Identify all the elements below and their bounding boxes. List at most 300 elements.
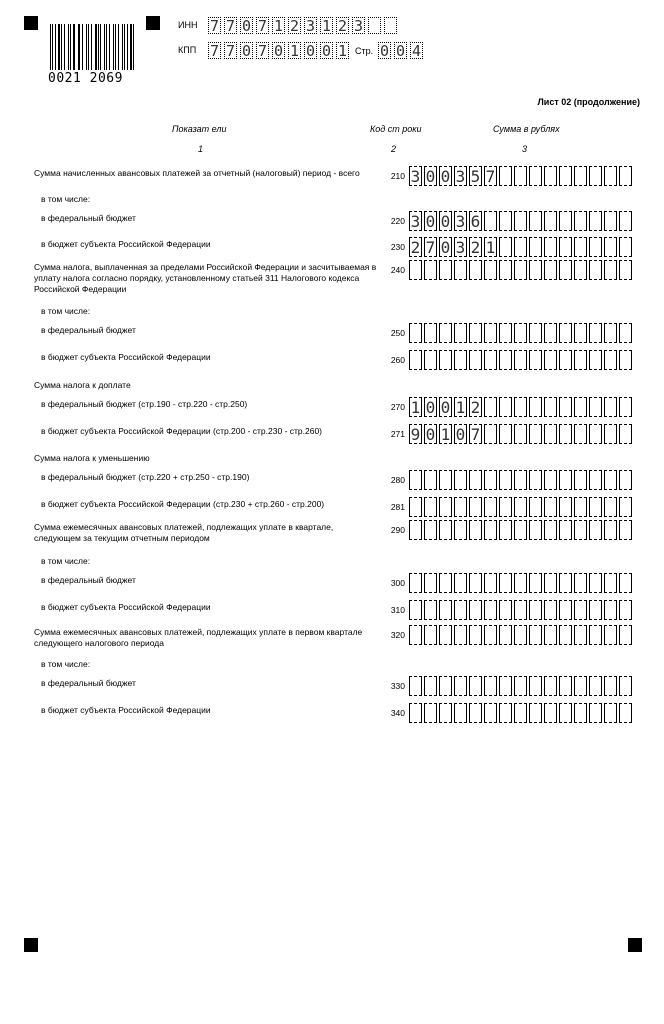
amount-digit-cell[interactable] xyxy=(604,166,617,186)
amount-digit-cell[interactable] xyxy=(424,470,437,490)
amount-field-271[interactable] xyxy=(409,424,634,444)
amount-digit-cell[interactable] xyxy=(619,424,632,444)
amount-digit-cell[interactable] xyxy=(529,397,542,417)
amount-digit-cell[interactable] xyxy=(604,520,617,540)
amount-field-270[interactable] xyxy=(409,397,634,417)
amount-digit-cell[interactable] xyxy=(529,520,542,540)
amount-digit-cell[interactable] xyxy=(454,470,467,490)
inn-cell[interactable]: 0 xyxy=(241,17,252,35)
amount-digit-cell[interactable] xyxy=(484,397,497,417)
amount-digit-cell[interactable] xyxy=(574,237,587,257)
amount-digit-cell[interactable] xyxy=(559,470,572,490)
amount-digit-cell[interactable] xyxy=(454,520,467,540)
amount-digit-cell[interactable] xyxy=(439,703,452,723)
amount-digit-cell[interactable] xyxy=(589,424,602,444)
inn-cell[interactable]: 7 xyxy=(209,17,220,35)
amount-digit-cell[interactable] xyxy=(559,260,572,280)
amount-digit-cell[interactable] xyxy=(574,166,587,186)
amount-digit-cell[interactable] xyxy=(424,323,437,343)
amount-digit-cell[interactable]: 2 xyxy=(470,238,481,257)
amount-digit-cell[interactable] xyxy=(409,703,422,723)
amount-field-250[interactable] xyxy=(409,323,634,343)
inn-cell[interactable]: 7 xyxy=(257,17,268,35)
inn-cell[interactable] xyxy=(368,17,381,34)
amount-digit-cell[interactable] xyxy=(529,166,542,186)
amount-digit-cell[interactable] xyxy=(619,573,632,593)
amount-digit-cell[interactable] xyxy=(484,625,497,645)
amount-digit-cell[interactable]: 6 xyxy=(470,212,481,231)
amount-digit-cell[interactable]: 0 xyxy=(425,212,436,231)
amount-digit-cell[interactable] xyxy=(469,497,482,517)
amount-digit-cell[interactable] xyxy=(499,323,512,343)
amount-digit-cell[interactable] xyxy=(589,520,602,540)
amount-digit-cell[interactable] xyxy=(529,323,542,343)
amount-digit-cell[interactable] xyxy=(604,323,617,343)
amount-digit-cell[interactable] xyxy=(544,600,557,620)
inn-cell[interactable]: 1 xyxy=(321,17,332,35)
amount-digit-cell[interactable] xyxy=(499,237,512,257)
kpp-cell[interactable]: 0 xyxy=(321,42,332,60)
amount-digit-cell[interactable]: 7 xyxy=(470,425,481,444)
amount-digit-cell[interactable] xyxy=(424,625,437,645)
amount-digit-cell[interactable] xyxy=(619,703,632,723)
amount-digit-cell[interactable] xyxy=(619,260,632,280)
amount-digit-cell[interactable] xyxy=(604,676,617,696)
amount-digit-cell[interactable]: 3 xyxy=(455,212,466,231)
amount-digit-cell[interactable] xyxy=(454,676,467,696)
amount-digit-cell[interactable] xyxy=(469,323,482,343)
amount-digit-cell[interactable] xyxy=(424,350,437,370)
amount-digit-cell[interactable] xyxy=(589,166,602,186)
amount-digit-cell[interactable] xyxy=(589,211,602,231)
barcode-bar xyxy=(104,24,105,70)
inn-cell[interactable] xyxy=(384,17,397,34)
amount-field-280[interactable] xyxy=(409,470,634,490)
amount-digit-cell[interactable] xyxy=(499,470,512,490)
row-label: в бюджет субъекта Российской Федерации xyxy=(41,352,211,362)
amount-digit-cell[interactable] xyxy=(514,625,527,645)
page-number-field[interactable] xyxy=(378,42,426,59)
amount-digit-cell[interactable] xyxy=(484,497,497,517)
amount-field-340[interactable] xyxy=(409,703,634,723)
amount-digit-cell[interactable] xyxy=(589,497,602,517)
amount-digit-cell[interactable]: 1 xyxy=(440,425,451,444)
amount-digit-cell[interactable] xyxy=(589,237,602,257)
amount-digit-cell[interactable] xyxy=(439,600,452,620)
amount-digit-cell[interactable] xyxy=(574,625,587,645)
amount-digit-cell[interactable] xyxy=(529,260,542,280)
kpp-cell[interactable]: 7 xyxy=(257,42,268,60)
amount-digit-cell[interactable] xyxy=(454,350,467,370)
amount-digit-cell[interactable] xyxy=(544,520,557,540)
kpp-cell[interactable]: 0 xyxy=(241,42,252,60)
amount-field-281[interactable] xyxy=(409,497,634,517)
amount-digit-cell[interactable] xyxy=(439,260,452,280)
amount-digit-cell[interactable] xyxy=(514,703,527,723)
inn-label: ИНН xyxy=(178,20,198,30)
amount-digit-cell[interactable] xyxy=(454,497,467,517)
amount-digit-cell[interactable] xyxy=(529,350,542,370)
barcode-bar xyxy=(61,24,62,70)
amount-digit-cell[interactable] xyxy=(589,600,602,620)
amount-field-230[interactable] xyxy=(409,237,634,257)
amount-digit-cell[interactable] xyxy=(499,166,512,186)
amount-digit-cell[interactable]: 1 xyxy=(455,398,466,417)
amount-digit-cell[interactable] xyxy=(604,497,617,517)
amount-field-300[interactable] xyxy=(409,573,634,593)
amount-digit-cell[interactable] xyxy=(424,260,437,280)
amount-digit-cell[interactable] xyxy=(469,703,482,723)
amount-digit-cell[interactable] xyxy=(559,497,572,517)
amount-digit-cell[interactable] xyxy=(559,166,572,186)
amount-digit-cell[interactable] xyxy=(589,625,602,645)
amount-digit-cell[interactable] xyxy=(589,350,602,370)
amount-digit-cell[interactable]: 7 xyxy=(485,167,496,186)
amount-digit-cell[interactable] xyxy=(409,470,422,490)
amount-digit-cell[interactable] xyxy=(574,397,587,417)
amount-digit-cell[interactable] xyxy=(604,573,617,593)
amount-digit-cell[interactable] xyxy=(574,260,587,280)
amount-digit-cell[interactable] xyxy=(619,397,632,417)
amount-digit-cell[interactable] xyxy=(529,237,542,257)
amount-digit-cell[interactable] xyxy=(514,520,527,540)
amount-digit-cell[interactable] xyxy=(424,497,437,517)
amount-digit-cell[interactable] xyxy=(544,497,557,517)
amount-digit-cell[interactable] xyxy=(559,573,572,593)
amount-digit-cell[interactable] xyxy=(574,470,587,490)
amount-digit-cell[interactable] xyxy=(439,573,452,593)
amount-digit-cell[interactable] xyxy=(484,424,497,444)
amount-digit-cell[interactable] xyxy=(559,323,572,343)
amount-digit-cell[interactable] xyxy=(409,676,422,696)
amount-digit-cell[interactable] xyxy=(619,470,632,490)
barcode-bar xyxy=(109,24,111,70)
amount-digit-cell[interactable] xyxy=(469,350,482,370)
amount-digit-cell[interactable] xyxy=(604,703,617,723)
kpp-cell[interactable]: 7 xyxy=(225,42,236,60)
amount-field-320[interactable] xyxy=(409,625,634,645)
amount-digit-cell[interactable] xyxy=(574,703,587,723)
amount-digit-cell[interactable] xyxy=(484,323,497,343)
amount-digit-cell[interactable] xyxy=(529,600,542,620)
amount-digit-cell[interactable] xyxy=(424,573,437,593)
page-cell[interactable]: 0 xyxy=(395,42,406,60)
amount-digit-cell[interactable]: 1 xyxy=(410,398,421,417)
amount-digit-cell[interactable] xyxy=(514,237,527,257)
amount-digit-cell[interactable] xyxy=(514,600,527,620)
amount-digit-cell[interactable] xyxy=(514,211,527,231)
amount-digit-cell[interactable] xyxy=(559,520,572,540)
amount-digit-cell[interactable] xyxy=(439,520,452,540)
amount-digit-cell[interactable] xyxy=(424,676,437,696)
amount-digit-cell[interactable] xyxy=(589,676,602,696)
amount-digit-cell[interactable]: 2 xyxy=(410,238,421,257)
amount-digit-cell[interactable] xyxy=(514,260,527,280)
amount-digit-cell[interactable] xyxy=(424,520,437,540)
kpp-cell[interactable]: 0 xyxy=(305,42,316,60)
amount-digit-cell[interactable]: 3 xyxy=(410,167,421,186)
amount-digit-cell[interactable] xyxy=(529,497,542,517)
amount-digit-cell[interactable] xyxy=(409,323,422,343)
amount-digit-cell[interactable] xyxy=(619,323,632,343)
amount-digit-cell[interactable] xyxy=(469,573,482,593)
amount-digit-cell[interactable] xyxy=(574,520,587,540)
kpp-cell[interactable]: 7 xyxy=(209,42,220,60)
amount-digit-cell[interactable] xyxy=(559,600,572,620)
amount-digit-cell[interactable] xyxy=(484,211,497,231)
amount-digit-cell[interactable]: 0 xyxy=(425,398,436,417)
amount-digit-cell[interactable] xyxy=(559,350,572,370)
amount-digit-cell[interactable]: 0 xyxy=(425,167,436,186)
amount-digit-cell[interactable] xyxy=(544,211,557,231)
amount-field-290[interactable] xyxy=(409,520,634,540)
barcode-bar xyxy=(52,24,53,70)
amount-digit-cell[interactable] xyxy=(544,237,557,257)
amount-digit-cell[interactable] xyxy=(589,260,602,280)
amount-digit-cell[interactable] xyxy=(454,260,467,280)
amount-digit-cell[interactable] xyxy=(589,397,602,417)
barcode-number: 0021 2069 xyxy=(48,71,123,86)
amount-digit-cell[interactable] xyxy=(484,600,497,620)
amount-digit-cell[interactable]: 0 xyxy=(425,425,436,444)
barcode-bar xyxy=(73,24,75,70)
amount-digit-cell[interactable] xyxy=(529,703,542,723)
amount-digit-cell[interactable] xyxy=(499,573,512,593)
amount-digit-cell[interactable] xyxy=(574,350,587,370)
amount-digit-cell[interactable] xyxy=(559,676,572,696)
amount-digit-cell[interactable] xyxy=(589,573,602,593)
amount-digit-cell[interactable] xyxy=(484,703,497,723)
amount-digit-cell[interactable] xyxy=(544,703,557,723)
inn-cell[interactable]: 3 xyxy=(305,17,316,35)
amount-digit-cell[interactable] xyxy=(424,703,437,723)
amount-digit-cell[interactable] xyxy=(454,600,467,620)
amount-digit-cell[interactable] xyxy=(604,397,617,417)
amount-digit-cell[interactable]: 3 xyxy=(455,238,466,257)
amount-digit-cell[interactable] xyxy=(439,497,452,517)
amount-digit-cell[interactable] xyxy=(604,470,617,490)
amount-digit-cell[interactable] xyxy=(619,350,632,370)
amount-digit-cell[interactable]: 5 xyxy=(470,167,481,186)
amount-digit-cell[interactable] xyxy=(574,211,587,231)
amount-digit-cell[interactable] xyxy=(439,323,452,343)
amount-digit-cell[interactable]: 3 xyxy=(410,212,421,231)
amount-digit-cell[interactable] xyxy=(514,424,527,444)
amount-digit-cell[interactable] xyxy=(484,470,497,490)
amount-digit-cell[interactable] xyxy=(499,350,512,370)
amount-digit-cell[interactable]: 0 xyxy=(455,425,466,444)
amount-digit-cell[interactable] xyxy=(529,470,542,490)
amount-digit-cell[interactable] xyxy=(604,350,617,370)
amount-digit-cell[interactable] xyxy=(544,166,557,186)
barcode-bar xyxy=(55,24,56,70)
amount-digit-cell[interactable] xyxy=(604,211,617,231)
amount-digit-cell[interactable] xyxy=(439,676,452,696)
inn-cell[interactable]: 1 xyxy=(273,17,284,35)
amount-digit-cell[interactable] xyxy=(409,573,422,593)
amount-digit-cell[interactable] xyxy=(499,703,512,723)
amount-digit-cell[interactable] xyxy=(604,424,617,444)
amount-digit-cell[interactable] xyxy=(469,260,482,280)
amount-digit-cell[interactable] xyxy=(604,600,617,620)
kpp-cell[interactable]: 0 xyxy=(273,42,284,60)
amount-digit-cell[interactable] xyxy=(409,600,422,620)
amount-digit-cell[interactable] xyxy=(514,676,527,696)
amount-digit-cell[interactable] xyxy=(544,573,557,593)
amount-digit-cell[interactable] xyxy=(484,350,497,370)
amount-digit-cell[interactable] xyxy=(559,703,572,723)
amount-digit-cell[interactable] xyxy=(529,424,542,444)
amount-digit-cell[interactable] xyxy=(619,676,632,696)
amount-digit-cell[interactable] xyxy=(439,350,452,370)
amount-digit-cell[interactable] xyxy=(559,625,572,645)
page-cell[interactable]: 4 xyxy=(411,42,422,60)
column-header-indicators: Показат ели xyxy=(172,124,227,134)
amount-digit-cell[interactable] xyxy=(589,703,602,723)
amount-digit-cell[interactable] xyxy=(424,600,437,620)
amount-digit-cell[interactable] xyxy=(499,600,512,620)
amount-digit-cell[interactable]: 3 xyxy=(455,167,466,186)
amount-digit-cell[interactable] xyxy=(544,676,557,696)
amount-digit-cell[interactable] xyxy=(499,520,512,540)
amount-digit-cell[interactable] xyxy=(514,323,527,343)
amount-digit-cell[interactable]: 0 xyxy=(440,167,451,186)
amount-digit-cell[interactable] xyxy=(409,497,422,517)
amount-digit-cell[interactable]: 1 xyxy=(485,238,496,257)
row-code: 340 xyxy=(390,708,405,718)
amount-digit-cell[interactable] xyxy=(514,166,527,186)
amount-digit-cell[interactable] xyxy=(544,397,557,417)
inn-cell[interactable]: 2 xyxy=(337,17,348,35)
amount-digit-cell[interactable]: 0 xyxy=(440,238,451,257)
row-label: в том числе: xyxy=(41,194,91,204)
amount-digit-cell[interactable] xyxy=(469,676,482,696)
amount-digit-cell[interactable] xyxy=(499,397,512,417)
amount-digit-cell[interactable] xyxy=(484,520,497,540)
barcode-bar xyxy=(118,24,119,70)
inn-cell[interactable]: 3 xyxy=(353,17,364,35)
kpp-field[interactable] xyxy=(208,42,352,59)
amount-digit-cell[interactable] xyxy=(529,676,542,696)
inn-cell[interactable]: 7 xyxy=(225,17,236,35)
amount-digit-cell[interactable] xyxy=(544,350,557,370)
amount-digit-cell[interactable] xyxy=(619,237,632,257)
amount-digit-cell[interactable] xyxy=(559,397,572,417)
amount-digit-cell[interactable]: 0 xyxy=(440,398,451,417)
amount-digit-cell[interactable] xyxy=(619,166,632,186)
amount-digit-cell[interactable] xyxy=(499,424,512,444)
amount-digit-cell[interactable] xyxy=(574,600,587,620)
amount-digit-cell[interactable] xyxy=(409,260,422,280)
amount-digit-cell[interactable] xyxy=(619,520,632,540)
amount-digit-cell[interactable]: 7 xyxy=(425,238,436,257)
amount-field-330[interactable] xyxy=(409,676,634,696)
amount-digit-cell[interactable] xyxy=(454,625,467,645)
amount-digit-cell[interactable] xyxy=(499,676,512,696)
kpp-cell[interactable]: 1 xyxy=(337,42,348,60)
amount-digit-cell[interactable] xyxy=(499,497,512,517)
amount-digit-cell[interactable] xyxy=(469,600,482,620)
amount-digit-cell[interactable] xyxy=(454,703,467,723)
amount-digit-cell[interactable] xyxy=(409,625,422,645)
amount-digit-cell[interactable] xyxy=(544,260,557,280)
amount-digit-cell[interactable] xyxy=(499,625,512,645)
amount-digit-cell[interactable] xyxy=(409,520,422,540)
amount-digit-cell[interactable]: 0 xyxy=(440,212,451,231)
amount-digit-cell[interactable] xyxy=(559,237,572,257)
amount-digit-cell[interactable] xyxy=(514,497,527,517)
amount-digit-cell[interactable] xyxy=(469,470,482,490)
amount-digit-cell[interactable] xyxy=(469,625,482,645)
amount-digit-cell[interactable] xyxy=(604,237,617,257)
corner-marker-top-middle xyxy=(146,16,160,30)
amount-digit-cell[interactable] xyxy=(544,470,557,490)
inn-cell[interactable]: 2 xyxy=(289,17,300,35)
amount-digit-cell[interactable] xyxy=(604,260,617,280)
amount-digit-cell[interactable] xyxy=(529,625,542,645)
row-label: в федеральный бюджет xyxy=(41,678,136,688)
amount-field-240[interactable] xyxy=(409,260,634,280)
amount-digit-cell[interactable] xyxy=(604,625,617,645)
amount-digit-cell[interactable] xyxy=(529,573,542,593)
amount-digit-cell[interactable] xyxy=(484,260,497,280)
amount-digit-cell[interactable] xyxy=(514,397,527,417)
sheet-title: Лист 02 (продолжение) xyxy=(537,97,640,107)
amount-digit-cell[interactable] xyxy=(439,470,452,490)
amount-digit-cell[interactable] xyxy=(619,211,632,231)
amount-digit-cell[interactable] xyxy=(574,424,587,444)
amount-digit-cell[interactable] xyxy=(574,323,587,343)
amount-field-260[interactable] xyxy=(409,350,634,370)
amount-digit-cell[interactable] xyxy=(469,520,482,540)
amount-digit-cell[interactable] xyxy=(559,211,572,231)
amount-digit-cell[interactable] xyxy=(514,350,527,370)
amount-digit-cell[interactable]: 9 xyxy=(410,425,421,444)
amount-digit-cell[interactable] xyxy=(619,600,632,620)
amount-digit-cell[interactable] xyxy=(574,497,587,517)
amount-digit-cell[interactable] xyxy=(439,625,452,645)
amount-digit-cell[interactable] xyxy=(514,573,527,593)
amount-digit-cell[interactable] xyxy=(454,323,467,343)
row-code: 281 xyxy=(390,502,405,512)
amount-digit-cell[interactable] xyxy=(574,573,587,593)
amount-digit-cell[interactable]: 2 xyxy=(470,398,481,417)
amount-digit-cell[interactable] xyxy=(409,350,422,370)
amount-digit-cell[interactable] xyxy=(619,497,632,517)
amount-digit-cell[interactable] xyxy=(589,323,602,343)
page-cell[interactable]: 0 xyxy=(379,42,390,60)
amount-field-220[interactable] xyxy=(409,211,634,231)
amount-digit-cell[interactable] xyxy=(484,573,497,593)
amount-field-210[interactable] xyxy=(409,166,634,186)
inn-field[interactable] xyxy=(208,17,400,34)
amount-digit-cell[interactable] xyxy=(499,211,512,231)
kpp-cell[interactable]: 1 xyxy=(289,42,300,60)
amount-digit-cell[interactable] xyxy=(499,260,512,280)
amount-field-310[interactable] xyxy=(409,600,634,620)
amount-digit-cell[interactable] xyxy=(589,470,602,490)
amount-digit-cell[interactable] xyxy=(544,625,557,645)
amount-digit-cell[interactable] xyxy=(484,676,497,696)
amount-digit-cell[interactable] xyxy=(544,424,557,444)
amount-digit-cell[interactable] xyxy=(514,470,527,490)
amount-digit-cell[interactable] xyxy=(544,323,557,343)
amount-digit-cell[interactable] xyxy=(559,424,572,444)
amount-digit-cell[interactable] xyxy=(574,676,587,696)
amount-digit-cell[interactable] xyxy=(619,625,632,645)
amount-digit-cell[interactable] xyxy=(454,573,467,593)
amount-digit-cell[interactable] xyxy=(529,211,542,231)
